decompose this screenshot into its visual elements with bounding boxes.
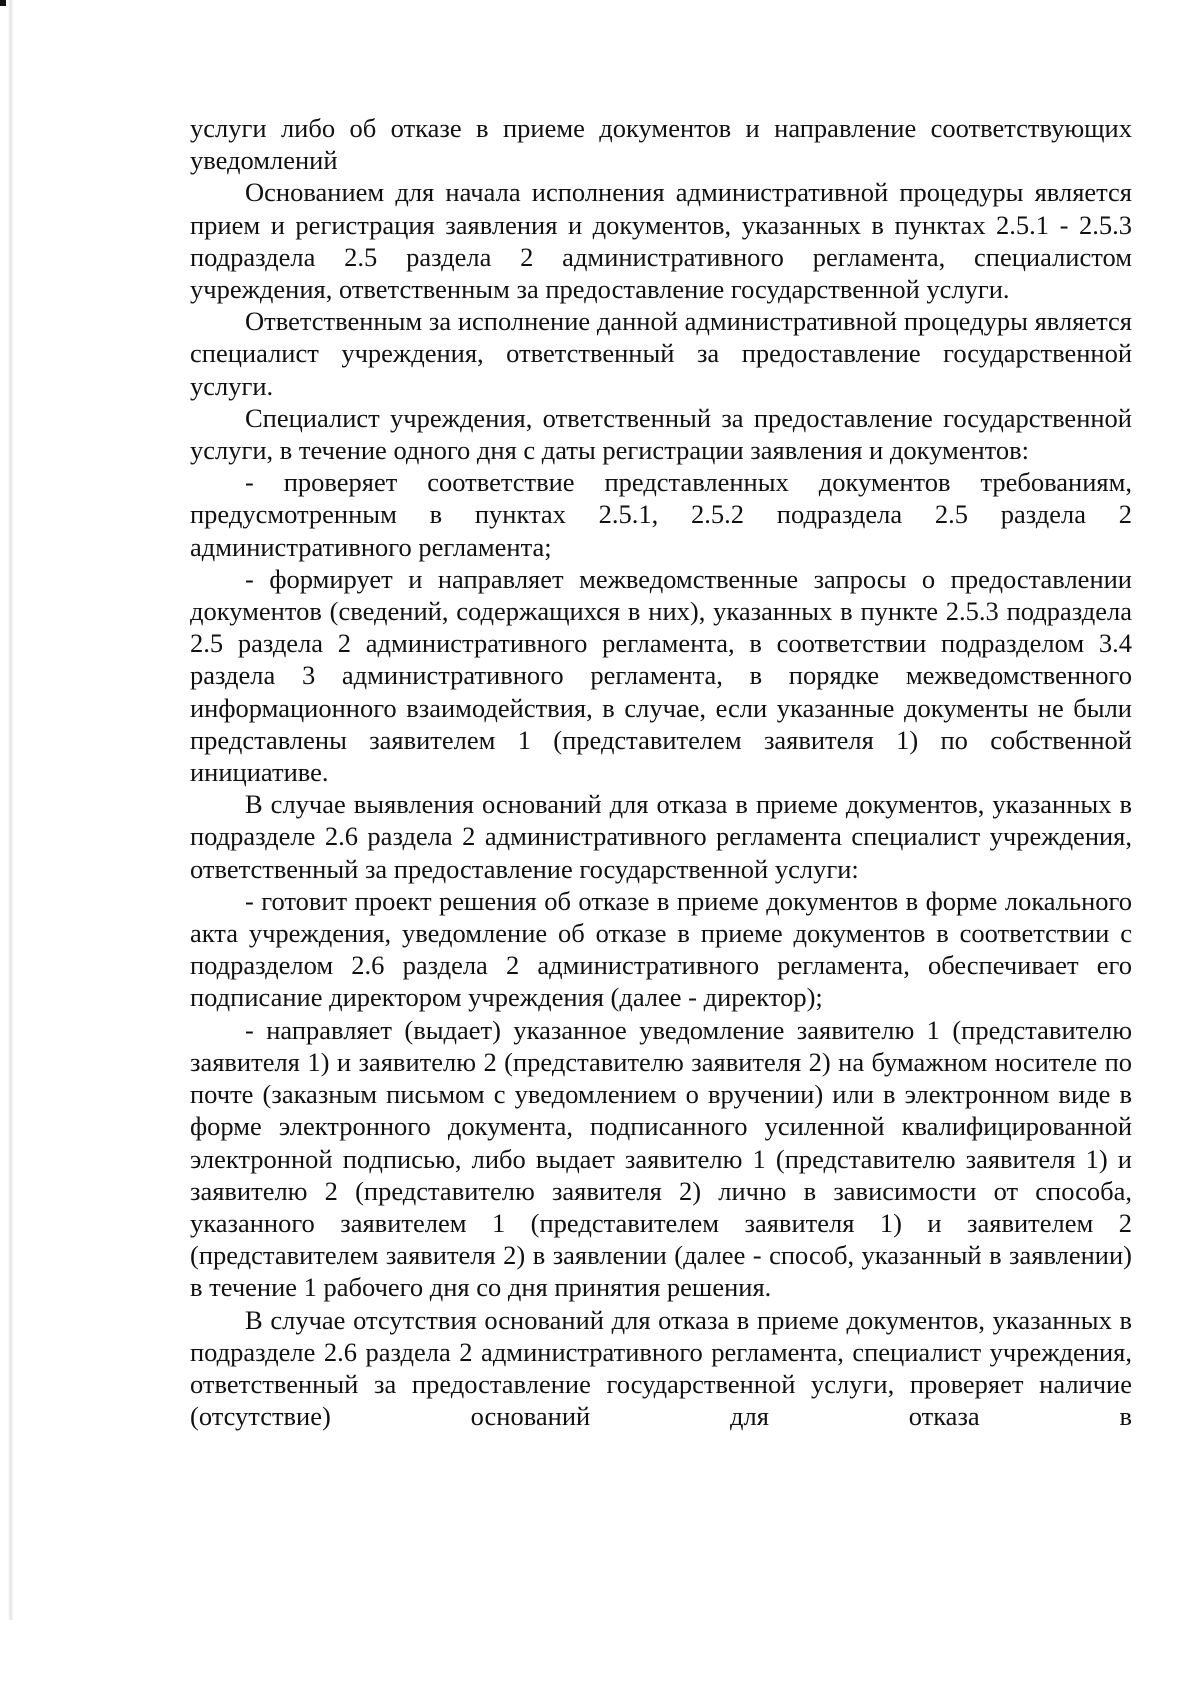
list-item-requests: - формирует и направляет межведомственные запросы о предоставлении документов (сведений, содержащихся в них), указанных в пункте 2.5.3 подраздела 2.5 раздела 2 административного регламента, в соответствии подразделом 3.4 раздела 3 административного регламента, в порядке межведомственного информационного взаимодействия, в случае, если указанные документы не были представлены заявителем 1 (представителем заявителя 1) по собственной инициативе. [190, 563, 1132, 788]
list-item-prepares: - готовит проект решения об отказе в приеме документов в форме локального акта учреждения, уведомление об отказе в приеме документов в соответствии с подразделом 2.6 раздела 2 административного регламента, обеспечивает его подписание директором учреждения (далее - директор); [190, 885, 1132, 1013]
paragraph-no-refusal-case: В случае отсутствия оснований для отказа в приеме документов, указанных в подразделе 2.6 раздела 2 административного регламента, специалист учреждения, ответственный за предоставление государственной услуги, проверяет наличие (отсутствие) оснований для отказа в [190, 1304, 1132, 1432]
paragraph-basis: Основанием для начала исполнения административной процедуры является прием и регистрация заявления и документов, указанных в пунктах 2.5.1 - 2.5.3 подраздела 2.5 раздела 2 административного регламента, специалистом учреждения, ответственным за предоставление государственной услуги. [190, 177, 1132, 305]
paragraph-responsible: Ответственным за исполнение данной административной процедуры является специалист учреждения, ответственный за предоставление государственной услуги. [190, 306, 1132, 401]
list-item-sends: - направляет (выдает) указанное уведомление заявителю 1 (представителю заявителя 1) и заявителю 2 (представителю заявителя 2) на бумажном носителе по почте (заказным письмом с уведомлением о вручении) или в электронном виде в форме электронного документа, подписанного усиленной квалифицированной электронной подписью, либо выдает заявителю 1 (представителю заявителя 1) и заявителю 2 (представителю заявителя 2) лично в зависимости от способа, указанного заявителем 1 (представителем заявителя 1) и заявителем 2 (представителем заявителя 2) в заявлении (далее - способ, указанный в заявлении) в течение 1 рабочего дня со дня принятия решения. [190, 1014, 1132, 1303]
paragraph-specialist: Специалист учреждения, ответственный за предоставление государственной услуги, в течение одного дня с даты регистрации заявления и документов: [190, 402, 1132, 466]
paragraph-refusal-case: В случае выявления оснований для отказа в приеме документов, указанных в подразделе 2.6 раздела 2 административного регламента специалист учреждения, ответственный за предоставление государственной услуги: [190, 789, 1132, 884]
paragraph-continuation: услуги либо об отказе в приеме документов и направление соответствующих уведомлений [190, 113, 1132, 176]
document-page [190, 112, 1132, 1432]
list-item-checks: - проверяет соответствие представленных документов требованиям, предусмотренным в пунктах 2.5.1, 2.5.2 подраздела 2.5 раздела 2 административного регламента; [190, 467, 1132, 562]
scan-corner-mark [0, 0, 6, 6]
scan-page-edge [8, 0, 14, 1620]
